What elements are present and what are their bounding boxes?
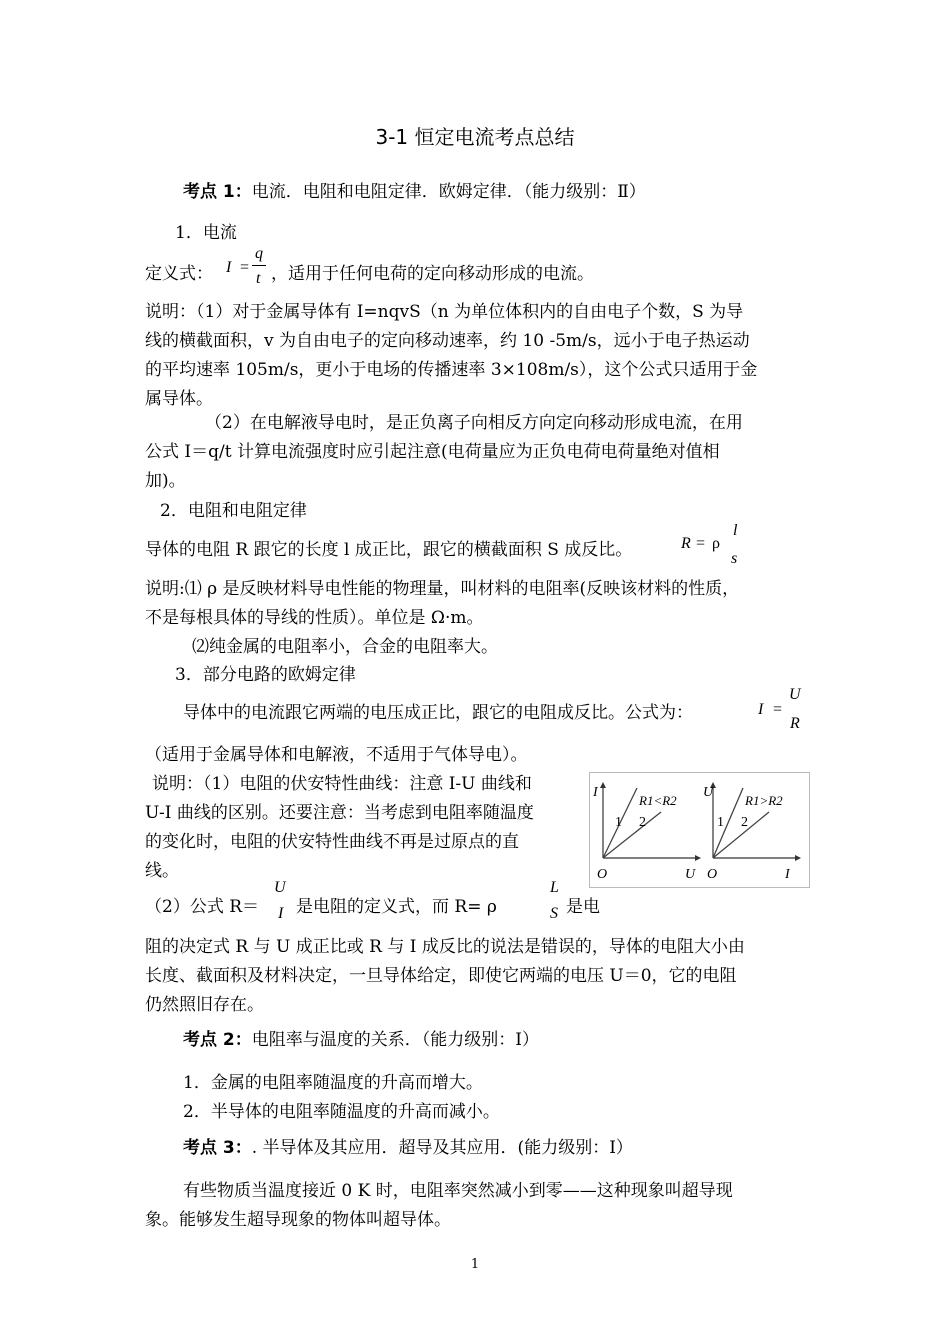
ohm-law-scope: （适用于金属导体和电解液，不适用于气体导电）。 xyxy=(145,745,528,765)
formula-l: l xyxy=(733,522,738,539)
formula-s: s xyxy=(731,550,738,567)
formula-R: R xyxy=(790,715,800,732)
kp1-label: 考点 1： xyxy=(183,182,252,202)
right-line1-label: 1 xyxy=(717,815,724,830)
right-y-label: U xyxy=(703,785,714,800)
def-formula-prefix: （2）公式 R＝ xyxy=(145,897,260,917)
def-text: ，适用于任何电荷的定向移动形成的电流。 xyxy=(271,264,594,284)
left-y-label: I xyxy=(593,785,598,800)
iv-note-line2: U-I 曲线的区别。还要注意：当考虑到电阻率随温度 xyxy=(145,803,534,823)
left-origin: O xyxy=(597,867,608,882)
formula-I: I xyxy=(226,259,232,276)
section2-heading: 2．电阻和电阻定律 xyxy=(160,501,307,521)
resistivity-note1: 说明:⑴ ρ 是反映材料导电性能的物理量，叫材料的电阻率(反映该材料的性质， xyxy=(145,579,740,599)
formula-rho: ρ xyxy=(712,535,720,552)
kp1-text: 电流．电阻和电阻定律．欧姆定律．（能力级别：Ⅱ） xyxy=(251,182,646,202)
note2-line3: 加)。 xyxy=(145,471,186,491)
determinant-line2: 阻的决定式 R 与 U 成正比或 R 与 I 成反比的说法是错误的，导体的电阻大小由 xyxy=(145,937,745,957)
note1-line4: 属导体。 xyxy=(145,389,213,409)
def-label: 定义式： xyxy=(145,264,213,284)
determinant-line4: 仍然照旧存在。 xyxy=(145,995,264,1015)
resistance-law-text: 导体的电阻 R 跟它的长度 l 成正比，跟它的横截面积 S 成反比。 xyxy=(145,540,633,560)
note1-line2: 线的横截面积，v 为自由电子的定向移动速率，约 10 -5m/s，远小于电子热运动 xyxy=(145,331,750,351)
formula-I: I xyxy=(278,905,284,922)
resistivity-note2: 不是每根具体的导线的性质）。单位是 Ω·m。 xyxy=(145,608,484,628)
iv-note-line1: 说明：（1）电阻的伏安特性曲线：注意 I-U 曲线和 xyxy=(152,774,532,794)
left-x-label: U xyxy=(685,867,696,882)
superconductor-line1: 有些物质当温度接近 0 K 时，电阻率突然减小到零——这种现象叫超导现 xyxy=(183,1181,733,1201)
note2-line1: （2）在电解液导电时，是正负离子向相反方向定向移动形成电流，在用 xyxy=(205,413,743,433)
formula-eq: = xyxy=(696,535,706,552)
fraction-bar xyxy=(252,265,266,266)
iv-note-line3: 的变化时，电阻的伏安特性曲线不再是过原点的直 xyxy=(145,832,519,852)
resistivity-note3: ⑵纯金属的电阻率小，合金的电阻率大。 xyxy=(192,637,498,657)
formula-q: q xyxy=(255,245,263,262)
note1-line3: 的平均速率 105m/s，更小于电场的传播速率 3×108m/s），这个公式只适用于金 xyxy=(145,360,758,380)
note2-line2: 公式 I＝q/t 计算电流强度时应引起注意(电荷量应为正负电荷电荷量绝对值相 xyxy=(145,442,720,462)
section3-heading: 3．部分电路的欧姆定律 xyxy=(175,665,356,685)
kp2-text: 电阻率与温度的关系．（能力级别：Ⅰ） xyxy=(251,1030,539,1050)
formula-I: I xyxy=(758,701,764,718)
page-number: 1 xyxy=(470,1257,480,1272)
def-formula-suffix: 是电 xyxy=(566,897,600,917)
formula-L: L xyxy=(550,879,559,896)
ohm-law-text: 导体中的电流跟它两端的电压成正比，跟它的电阻成反比。公式为： xyxy=(183,703,693,723)
left-condition: R1<R2 xyxy=(639,793,677,808)
determinant-line3: 长度、截面积及材料决定，一旦导体给定，即使它两端的电压 U＝0，它的电阻 xyxy=(145,966,737,986)
formula-U: U xyxy=(789,686,801,703)
formula-U: U xyxy=(274,879,286,896)
left-line1-label: 1 xyxy=(615,815,622,830)
kp2-item1: 1．金属的电阻率随温度的升高而增大。 xyxy=(183,1073,483,1093)
formula-R: R xyxy=(681,535,691,552)
right-condition: R1>R2 xyxy=(745,793,783,808)
right-x-label: I xyxy=(785,867,790,882)
kp2-item2: 2．半导体的电阻率随温度的升高而减小。 xyxy=(183,1102,500,1122)
right-origin: O xyxy=(707,867,718,882)
iv-note-line4: 线。 xyxy=(145,861,179,881)
kp1-heading xyxy=(183,177,646,202)
left-line2-label: 2 xyxy=(639,815,646,830)
superconductor-line2: 象。能够发生超导现象的物体叫超导体。 xyxy=(145,1210,451,1230)
def-formula-middle: 是电阻的定义式，而 R= ρ xyxy=(296,897,497,917)
kp3-label: 考点 3： xyxy=(183,1138,252,1158)
formula-S: S xyxy=(550,905,558,922)
kp3-heading xyxy=(183,1133,633,1158)
section1-heading: 1．电流 xyxy=(175,223,237,243)
kp3-text: . 半导体及其应用．超导及其应用．(能力级别：Ⅰ） xyxy=(251,1138,633,1158)
kp2-label: 考点 2： xyxy=(183,1030,252,1050)
page-title: 3-1 恒定电流考点总结 xyxy=(375,125,575,149)
formula-t: t xyxy=(256,270,261,287)
iv-characteristic-figure xyxy=(589,772,810,888)
note1-line1: 说明：（1）对于金属导体有 I=nqvS（n 为单位体积内的自由电子个数，S 为导 xyxy=(145,302,744,322)
kp2-heading xyxy=(183,1025,539,1050)
formula-eq: = xyxy=(240,259,250,276)
right-line2-label: 2 xyxy=(741,815,748,830)
formula-eq: = xyxy=(773,701,783,718)
